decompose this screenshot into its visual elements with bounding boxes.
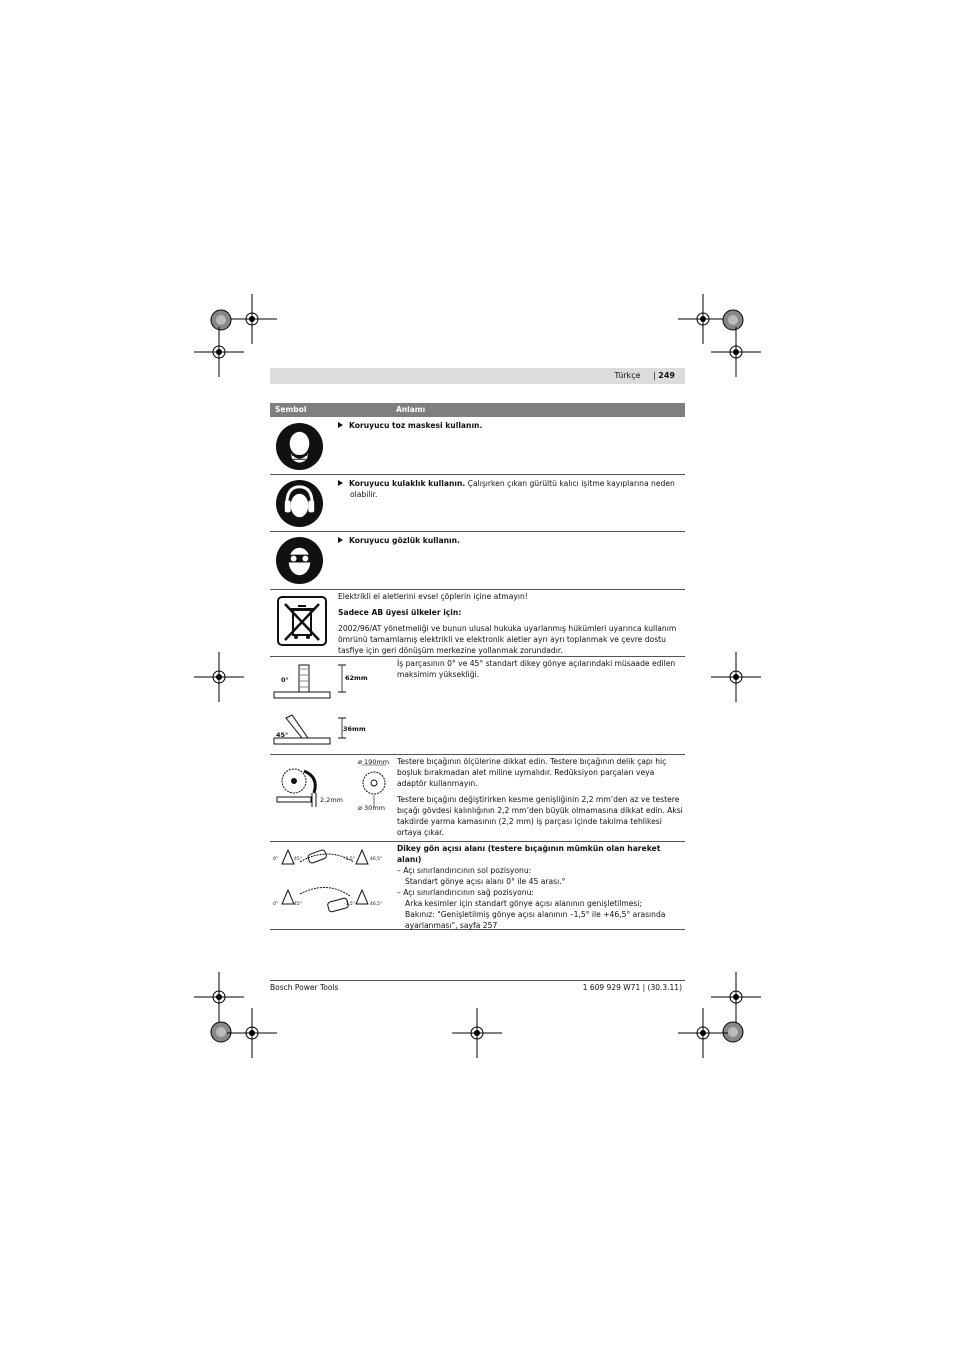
registration-mark-icon [194, 327, 244, 377]
disposal-text: Elektrikli el aletlerini evsel çöplerin içine atmayın! Sadece AB üyesi ülkeler için: 2002/96/AT yönetmeliği ve bunun ulusal hukuka uyarlanmış hükümleri uyarınca kullanım ömrünü tamamlamış elektrikli ve elektronik aletler ayrı ayrı toplanmak ve çevre dostu tasfiye için geri dönüşüm merkezine yollanmak zorundadır. [338, 592, 677, 655]
height-label-0: 0° [281, 676, 289, 684]
footer-right: 1 609 929 W71 | (30.3.11) [582, 983, 682, 992]
miter-label-0a: 0° [273, 857, 279, 862]
table-row [270, 755, 685, 842]
miter-label-m15b: -1,5° [344, 902, 356, 907]
cutting-height-diagram [272, 659, 392, 752]
registration-mark-icon [678, 1008, 728, 1058]
dust-mask-text: Koruyucu toz maskesi kullanın. [338, 420, 683, 431]
table-row [270, 657, 685, 755]
bullet-icon [338, 422, 343, 428]
ear-protection-icon [275, 479, 324, 528]
blade-text: Testere bıçağının ölçülerine dikkat edin. Testere bıçağının delik çapı hiç boşluk bırakmadan alet miline uymalıdır. Redüksiyon parçaları veya adaptör kullanmayın. Testere bıçağını değiştirirken kesme genişliğinin 2,2 mm’den az ve testere bıçağı gövdesi kalınlığının 2,2 mm’den büyük olmamasına dikkat edin. Aksi takdirde yarma kamasının (2,2 mm) iş parçası içinde takılma tehlikesi ortaya çıkar. [397, 757, 683, 837]
height-label-36: 36mm [343, 725, 366, 733]
height-label-62: 62mm [345, 674, 368, 682]
bore-diameter-label: ø 30mm [358, 804, 385, 812]
miter-label-465b: 46,5° [370, 902, 383, 907]
miter-label-0b: 0° [273, 902, 279, 907]
page-number: 249 [658, 371, 675, 380]
table-row [270, 532, 685, 590]
miter-label-45b: 45° [294, 902, 302, 907]
symbol-table [270, 403, 685, 930]
footer-divider [270, 980, 685, 981]
registration-mark-icon [711, 327, 761, 377]
footer-left: Bosch Power Tools [270, 983, 339, 992]
column-header-symbol: Sembol [275, 405, 307, 414]
registration-mark-icon [711, 652, 761, 702]
kerf-width-label: 2,2mm [320, 796, 344, 804]
crossed-bin-icon [277, 596, 327, 646]
column-header-meaning: Anlamı [396, 405, 426, 414]
height-label-45: 45° [276, 731, 289, 739]
table-row [270, 417, 685, 475]
registration-mark-icon [194, 652, 244, 702]
goggles-text: Koruyucu gözlük kullanın. [338, 535, 683, 546]
blade-diameter-label: ø 190mm [358, 758, 390, 766]
table-row [270, 590, 685, 657]
registration-mark-icon [452, 1008, 502, 1058]
height-text: İş parçasının 0° ve 45° standart dikey gönye açılarındaki müsaade edilen maksimim yüksekliği. [397, 659, 676, 679]
bullet-icon [338, 537, 343, 543]
page-header: Türkçe | 249 [270, 368, 685, 384]
dust-mask-icon [275, 422, 324, 471]
bullet-icon [338, 480, 343, 486]
ear-protection-text: Koruyucu kulaklık kullanın. Çalışırken çıkan gürültü kalıcı işitme kayıplarına neden olabilir. [338, 478, 695, 500]
miter-label-465a: 46,5° [370, 857, 383, 862]
table-row [270, 842, 685, 930]
registration-mark-icon [227, 1008, 277, 1058]
miter-text: Dikey gön açısı alanı (testere bıçağının mümkün olan hareket alanı) – Açı sınırlandırıcının sol pozisyonu: Standart gönye açısı alanı 0° ile 45 arası.° – Açı sınırlandırıcının sağ pozisyonu: Arka kesimler için standart gönye açısı alanının genişletilmesi; Bakınız: "Genişletilmiş gönye açısı alanının –1,5° ile +46,5° arasında ayarlanması", sayfa 257 [397, 844, 666, 930]
table-row [270, 475, 685, 532]
safety-goggles-icon [275, 536, 324, 585]
header-language: Türkçe [614, 371, 641, 380]
miter-label-45a: 45° [294, 857, 302, 862]
miter-label-m15a: -1,5° [344, 857, 356, 862]
table-header [270, 403, 685, 417]
